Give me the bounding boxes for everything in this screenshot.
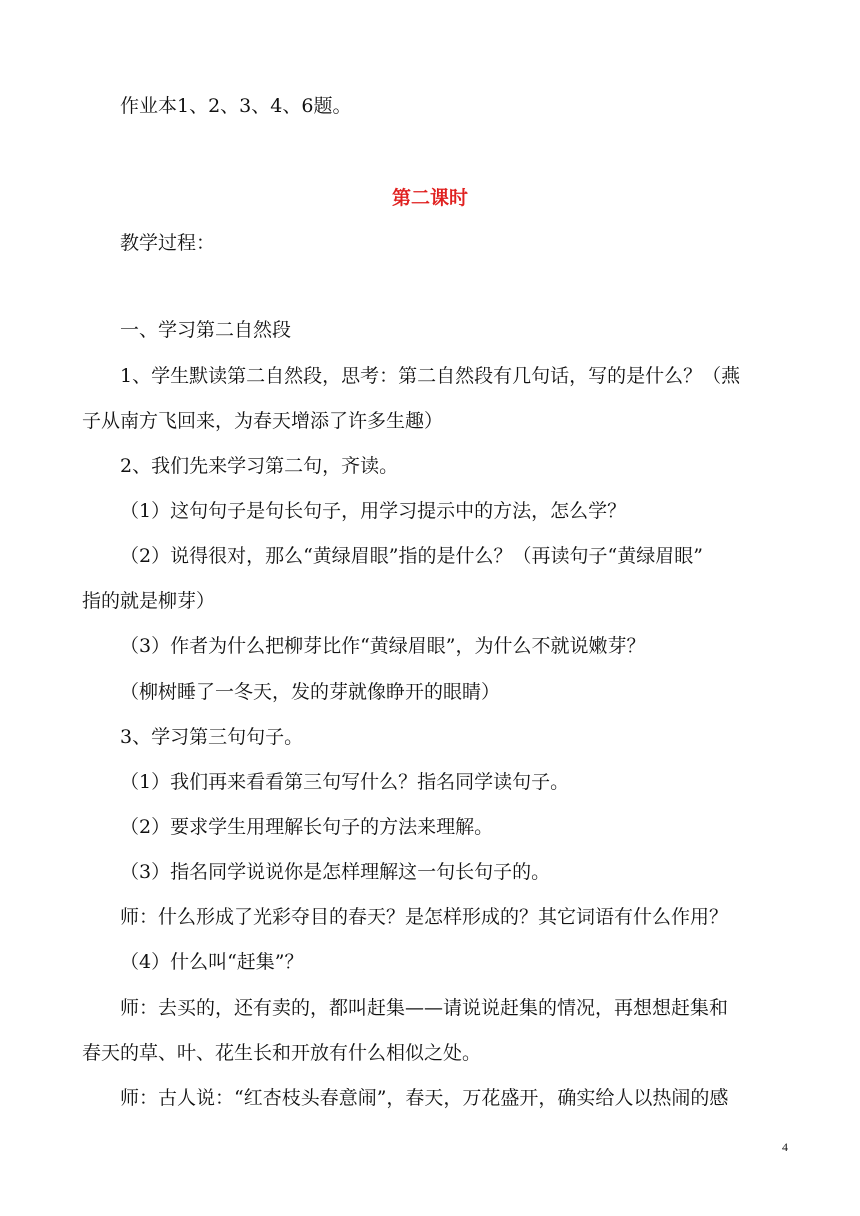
lesson-title: 第二课时 — [391, 187, 468, 209]
paragraph-2-3: （3）作者为什么把柳芽比作“黄绿眉眼”，为什么不就说嫩芽？ — [120, 635, 646, 657]
paragraph-1-line-1: 1、学生默读第二自然段，思考：第二自然段有几句话，写的是什么？（燕 — [120, 365, 741, 387]
paragraph-2: 2、我们先来学习第二句，齐读。 — [120, 455, 399, 477]
teacher-question-3: 师：古人说：“红杏枝头春意闹”，春天，万花盛开，确实给人以热闹的感 — [120, 1087, 729, 1109]
section1-title: 一、学习第二自然段 — [120, 319, 292, 341]
paragraph-1-line-2: 子从南方飞回来，为春天增添了许多生趣） — [82, 410, 444, 432]
homework-line: 作业本1、2、3、4、6题。 — [120, 95, 352, 117]
paragraph-3: 3、学习第三句句子。 — [120, 726, 304, 748]
paragraph-3-3: （3）指名同学说说你是怎样理解这一句长句子的。 — [120, 861, 551, 883]
paragraph-2-3-answer: （柳树睡了一冬天，发的芽就像睁开的眼睛） — [120, 681, 501, 703]
page-number: 4 — [782, 1140, 788, 1154]
process-label: 教学过程： — [120, 232, 216, 254]
teacher-question-2-line-1: 师：去买的，还有卖的，都叫赶集——请说说赶集的情况，再想想赶集和 — [120, 997, 729, 1019]
paragraph-2-2-line-2: 指的就是柳芽） — [82, 590, 216, 612]
paragraph-3-1: （1）我们再来看看第三句写什么？指名同学读句子。 — [120, 771, 570, 793]
paragraph-3-2: （2）要求学生用理解长句子的方法来理解。 — [120, 816, 494, 838]
paragraph-3-4: （4）什么叫“赶集”？ — [120, 951, 304, 973]
paragraph-2-2-line-1: （2）说得很对，那么“黄绿眉眼”指的是什么？（再读句子“黄绿眉眼” — [120, 545, 703, 567]
teacher-question-2-line-2: 春天的草、叶、花生长和开放有什么相似之处。 — [82, 1042, 482, 1064]
paragraph-2-1: （1）这句句子是句长句子，用学习提示中的方法，怎么学？ — [120, 500, 627, 522]
teacher-question-1: 师：什么形成了光彩夺目的春天？是怎样形成的？其它词语有什么作用？ — [120, 906, 729, 928]
